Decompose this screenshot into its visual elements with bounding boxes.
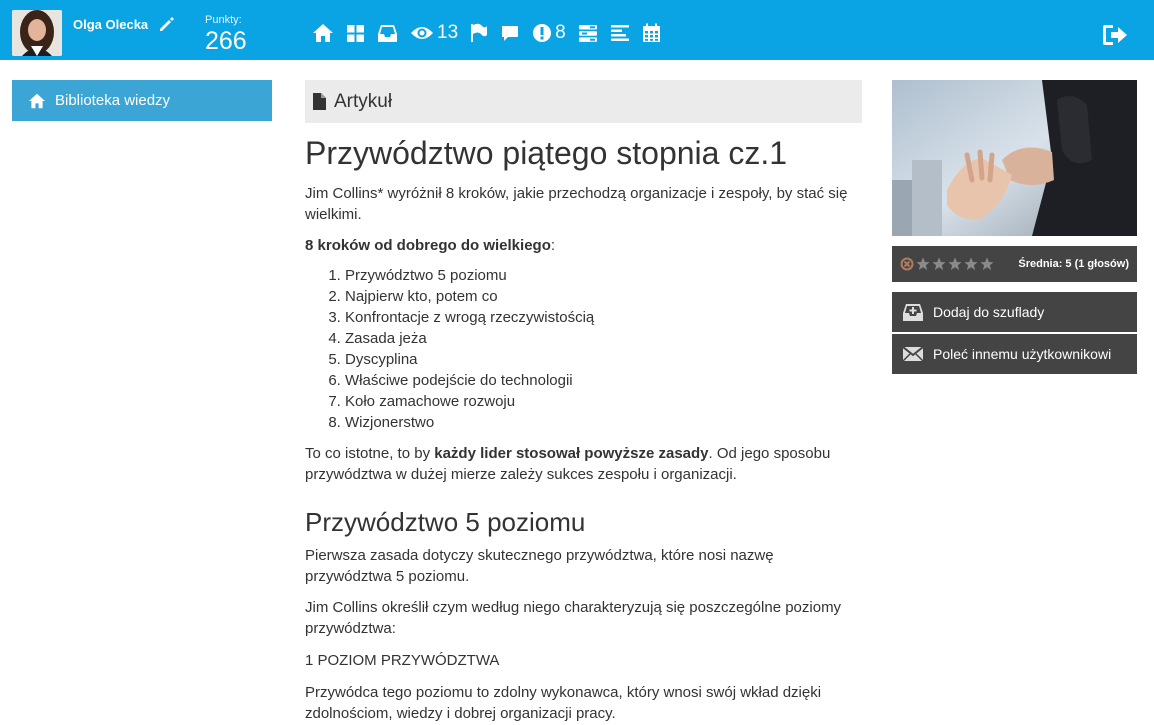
- nav-inbox[interactable]: [377, 18, 398, 48]
- rating-average: Średnia: 5 (1 głosów): [1018, 258, 1129, 270]
- top-bar: [0, 0, 1154, 60]
- sidebar-item-label: Biblioteka wiedzy: [55, 92, 171, 109]
- avatar[interactable]: [12, 10, 62, 56]
- steps-list: [305, 265, 862, 433]
- rating-bar: [892, 246, 1137, 282]
- points-value: 266: [205, 27, 247, 55]
- home-icon: [28, 93, 46, 109]
- article-intro: Jim Collins* wyróżnił 8 kroków, jakie przechodzą organizacje i zespoły, by stać się wielkimi.: [305, 185, 848, 223]
- steps-heading-paragraph: [305, 235, 862, 256]
- summary-part1: To co istotne, to by: [305, 445, 435, 462]
- article-paragraph: Pierwsza zasada dotyczy skutecznego przywództwa, które nosi nazwę przywództwa 5 poziomu.: [305, 547, 774, 585]
- article-summary: [305, 443, 862, 485]
- sidebar-item-knowledge-library[interactable]: [12, 80, 272, 121]
- section-header: [305, 80, 862, 123]
- main-nav: [312, 18, 673, 48]
- recommend-user-label: Poleć innemu użytkownikowi: [933, 346, 1112, 362]
- article-main: [305, 80, 862, 724]
- list-item: 4. Zasada jeża: [345, 328, 862, 349]
- recommend-user-button[interactable]: [892, 334, 1137, 374]
- flag-icon: [470, 23, 488, 43]
- section-title: Artykuł: [334, 90, 393, 112]
- summary-bold: każdy lider stosował powyższe zasady: [434, 445, 709, 462]
- article-paragraph: Przywódca tego poziomu to zdolny wykonawca, który wnosi swój wkład dzięki zdolnościom, wiedzy i dobrej organizacji pracy.: [305, 684, 822, 722]
- grid-icon: [346, 24, 365, 43]
- list-item: 5. Dyscyplina: [345, 349, 862, 370]
- nav-flag[interactable]: [470, 18, 488, 48]
- calendar-icon: [642, 23, 661, 43]
- envelope-icon: [902, 345, 924, 363]
- avatar-image: [12, 10, 62, 56]
- list-item: 1. Przywództwo 5 poziomu: [345, 265, 862, 286]
- level-heading: 1 POZIOM PRZYWÓDZTWA: [305, 652, 500, 669]
- inbox-icon: [377, 24, 398, 43]
- pencil-icon[interactable]: [158, 15, 176, 33]
- comment-icon: [500, 24, 520, 42]
- nav-messages[interactable]: [500, 18, 520, 48]
- steps-colon: :: [550, 237, 556, 254]
- nav-alerts[interactable]: [532, 18, 566, 48]
- list-item: 8. Wizjonerstwo: [345, 412, 862, 433]
- list-item: 3. Konfrontacje z wrogą rzeczywistością: [345, 307, 862, 328]
- article-title: Przywództwo piątego stopnia cz.1: [305, 135, 788, 171]
- star-icon[interactable]: [980, 257, 994, 271]
- inbox-plus-icon: [902, 302, 924, 322]
- star-icon[interactable]: [916, 257, 930, 271]
- summary-part2: . Od jego sposobu przywództwa w dużej mierze zależy sukces zespołu i organizacji.: [305, 445, 831, 483]
- add-to-drawer-button[interactable]: [892, 292, 1137, 332]
- star-icon[interactable]: [948, 257, 962, 271]
- nav-tasks[interactable]: [578, 18, 598, 48]
- article-subheading: Przywództwo 5 poziomu: [305, 507, 586, 537]
- nav-calendar[interactable]: [642, 18, 661, 48]
- star-icon[interactable]: [932, 257, 946, 271]
- article-paragraph: Jim Collins określił czym według niego charakteryzują się poszczególne poziomy przywództwa:: [305, 599, 842, 637]
- nav-home[interactable]: [312, 18, 334, 48]
- points-label: Punkty:: [205, 14, 242, 26]
- exclamation-circle-icon: [532, 23, 552, 43]
- user-name[interactable]: Olga Olecka: [73, 17, 149, 32]
- nav-views[interactable]: [410, 18, 458, 48]
- list-item: 6. Właściwe podejście do technologii: [345, 370, 862, 391]
- views-count: 13: [437, 22, 459, 43]
- logout-button[interactable]: [1101, 22, 1129, 48]
- nav-dashboard[interactable]: [346, 18, 365, 48]
- article-image: [892, 80, 1137, 236]
- add-to-drawer-label: Dodaj do szuflady: [933, 304, 1045, 320]
- cancel-rating-icon[interactable]: [900, 257, 914, 271]
- eye-icon: [410, 25, 434, 41]
- list-item: 7. Koło zamachowe rozwoju: [345, 391, 862, 412]
- list-item: 2. Najpierw kto, potem co: [345, 286, 862, 307]
- star-rating[interactable]: [900, 257, 996, 271]
- star-icon[interactable]: [964, 257, 978, 271]
- tasks-icon: [578, 24, 598, 43]
- nav-align[interactable]: [610, 18, 630, 48]
- right-panel: [892, 80, 1137, 374]
- file-icon: [312, 92, 327, 111]
- steps-heading: 8 kroków od dobrego do wielkiego: [305, 237, 551, 254]
- sign-out-icon: [1101, 22, 1129, 48]
- align-left-icon: [610, 24, 630, 42]
- alerts-count: 8: [555, 22, 566, 43]
- home-icon: [312, 23, 334, 43]
